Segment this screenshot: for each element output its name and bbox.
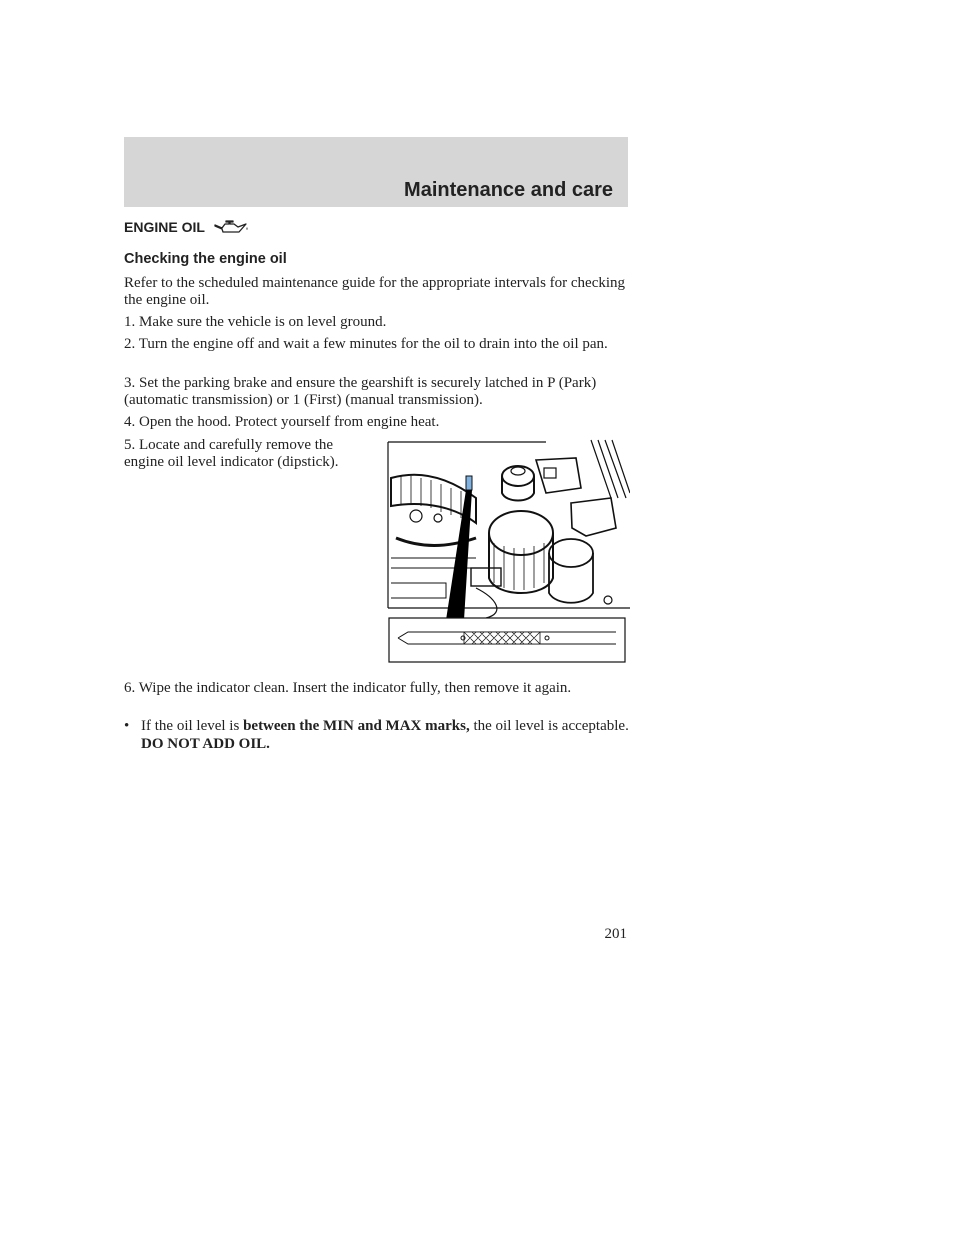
bullet-text-1: If the oil level is [141,718,244,734]
oil-level-bullet [124,718,629,753]
page-number: 201 [604,926,627,942]
oil-can-icon [213,219,249,235]
bullet-bold-1: between the MIN and MAX marks, [243,718,470,734]
step-1: 1. Make sure the vehicle is on level ground. [124,314,387,330]
section-header-band [124,137,628,207]
bullet-bold-2: DO NOT ADD OIL. [141,735,270,752]
subheading: Checking the engine oil [124,251,287,267]
bullet-text-2: the oil level is acceptable. [469,718,629,734]
engine-dipstick-illustration [386,438,630,664]
step-2: 2. Turn the engine off and wait a few minutes for the oil to drain into the oil pan. [124,336,608,352]
section-title-text: ENGINE OIL [124,219,205,235]
chapter-title: Maintenance and care [404,179,613,201]
bullet-text [141,718,629,753]
step-5: 5. Locate and carefully remove the engine oil level indicator (dipstick). [124,437,339,470]
step-3: 3. Set the parking brake and ensure the gearshift is securely latched in P (Park) (automatic transmission) or 1 (First) (manual transmission). [124,375,597,408]
bullet-icon: • [124,718,130,734]
step-4: 4. Open the hood. Protect yourself from engine heat. [124,414,440,430]
step-6: 6. Wipe the indicator clean. Insert the indicator fully, then remove it again. [124,680,572,696]
intro-paragraph: Refer to the scheduled maintenance guide for the appropriate intervals for checking the engine oil. [124,275,626,308]
section-title [124,219,249,235]
